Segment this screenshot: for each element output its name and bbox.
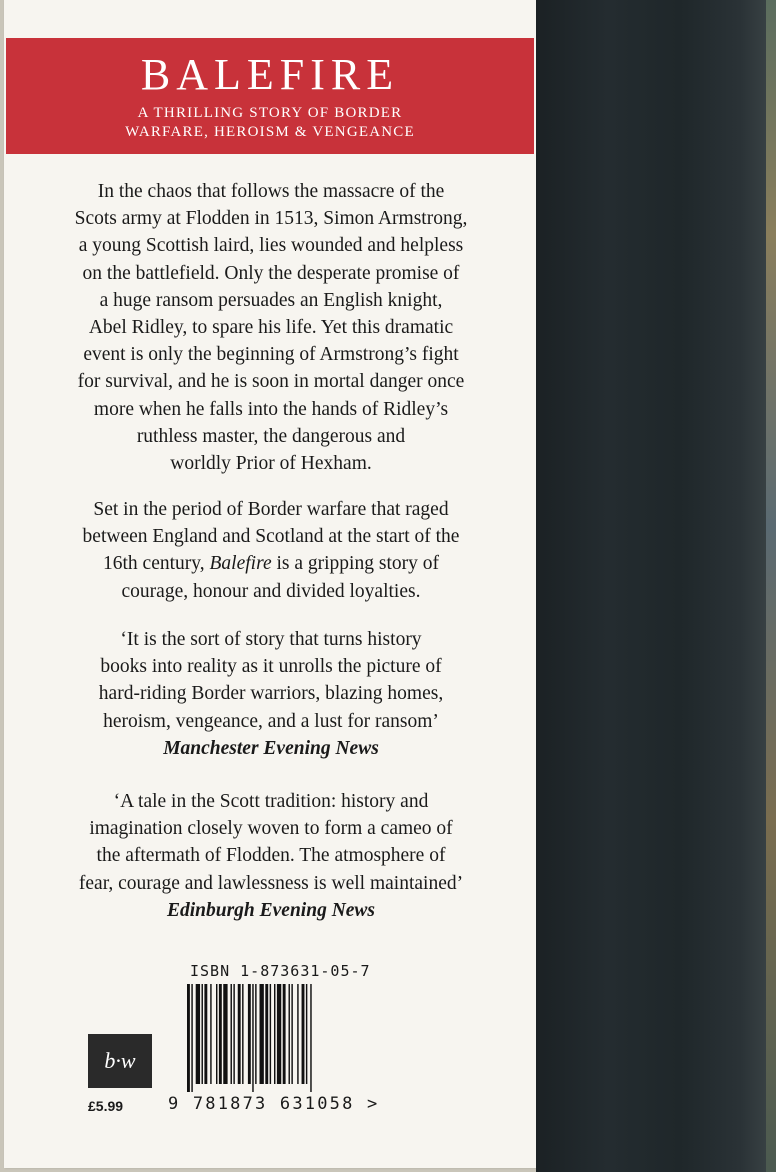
barcode-bar xyxy=(310,984,311,1092)
barcode-bar xyxy=(242,984,243,1084)
book-title-italic: Balefire xyxy=(209,553,272,575)
barcode-bar xyxy=(277,984,281,1084)
synopsis-line: on the battlefield. Only the desperate promise of xyxy=(82,262,460,284)
synopsis-paragraph xyxy=(28,178,514,477)
synopsis-line: a huge ransom persuades an English knight, xyxy=(99,289,443,311)
synopsis-line: a young Scottish laird, lies wounded and helpless xyxy=(78,235,464,257)
barcode-bar xyxy=(291,984,292,1084)
barcode-bar xyxy=(252,984,253,1092)
review-line: the aftermath of Flodden. The atmosphere of xyxy=(96,845,446,867)
review-line: heroism, vengeance, and a lust for ransom’ xyxy=(103,710,439,732)
barcode-number: 9 781873 631058 > xyxy=(168,1094,380,1114)
isbn-label: ISBN 1-873631-05-7 xyxy=(190,962,371,980)
barcode-bar xyxy=(202,984,203,1084)
barcode-bar xyxy=(219,984,222,1084)
barcode-bar xyxy=(270,984,271,1084)
synopsis-line: In the chaos that follows the massacre of the xyxy=(97,181,445,202)
tagline-line-1: A THRILLING STORY OF BORDER xyxy=(137,105,403,121)
setting-line: between England and Scotland at the start of the xyxy=(82,526,460,548)
barcode-bar xyxy=(238,984,241,1084)
barcode-bar xyxy=(248,984,251,1084)
barcode-bar xyxy=(233,984,234,1084)
barcode-bar xyxy=(274,984,275,1084)
barcode-bar xyxy=(265,984,268,1084)
barcode-bar xyxy=(191,984,192,1092)
title-banner xyxy=(6,38,534,154)
setting-paragraph xyxy=(28,496,514,605)
review-source: Edinburgh Evening News xyxy=(166,899,376,921)
synopsis-line: Scots army at Flodden in 1513, Simon Armstrong, xyxy=(74,208,468,230)
price-label: £5.99 xyxy=(88,1098,124,1114)
barcode-bar xyxy=(196,984,200,1084)
barcode-bar xyxy=(204,984,207,1084)
review-line: ‘It is the sort of story that turns history xyxy=(120,629,422,650)
blurb xyxy=(28,178,514,921)
synopsis-line: more when he falls into the hands of Ridley’s xyxy=(93,398,449,420)
tagline-line-2: WARFARE, HEROISM & VENGEANCE xyxy=(125,124,415,140)
setting-line: Set in the period of Border warfare that raged xyxy=(93,499,449,520)
barcode-bar xyxy=(255,984,256,1084)
barcode-bar xyxy=(223,984,227,1084)
barcode-bar xyxy=(216,984,217,1084)
barcode-bar xyxy=(210,984,211,1084)
review-source: Manchester Evening News xyxy=(163,737,379,759)
spine-edge-strip xyxy=(766,0,776,1172)
review-line: hard-riding Border warriors, blazing homes, xyxy=(98,683,444,705)
synopsis-line: Abel Ridley, to spare his life. Yet this dramatic xyxy=(88,317,454,339)
setting-line-post: is a gripping story of xyxy=(271,553,439,575)
review-quote-2 xyxy=(28,788,514,924)
spine-dark-panel xyxy=(536,0,776,1172)
barcode-bar xyxy=(187,984,190,1092)
setting-line: courage, honour and divided loyalties. xyxy=(121,580,421,602)
synopsis-line: worldly Prior of Hexham. xyxy=(170,453,372,475)
barcode-bar xyxy=(306,984,307,1084)
synopsis-line: event is only the beginning of Armstrong’s fight xyxy=(83,344,459,366)
tagline xyxy=(6,104,534,142)
synopsis-line: for survival, and he is soon in mortal danger once xyxy=(77,371,465,393)
review-quote-1 xyxy=(28,626,514,762)
barcode-bar xyxy=(260,984,264,1084)
barcode-bar xyxy=(289,984,290,1084)
setting-line xyxy=(28,550,514,577)
publisher-logo: b·w xyxy=(88,1034,152,1088)
book-title: BALEFIRE xyxy=(140,50,400,99)
barcode-bar xyxy=(302,984,305,1084)
barcode-bar xyxy=(231,984,232,1084)
review-line: ‘A tale in the Scott tradition: history and xyxy=(113,791,429,812)
barcode-bar xyxy=(297,984,298,1084)
review-line: books into reality as it unrolls the picture of xyxy=(100,656,442,678)
barcode-bar xyxy=(283,984,286,1084)
review-line: fear, courage and lawlessness is well maintained’ xyxy=(78,872,464,894)
synopsis-line: ruthless master, the dangerous and xyxy=(136,425,406,447)
review-line: imagination closely woven to form a cameo of xyxy=(89,818,453,840)
setting-line-pre: 16th century, xyxy=(103,553,210,575)
barcode-image xyxy=(186,984,364,1092)
